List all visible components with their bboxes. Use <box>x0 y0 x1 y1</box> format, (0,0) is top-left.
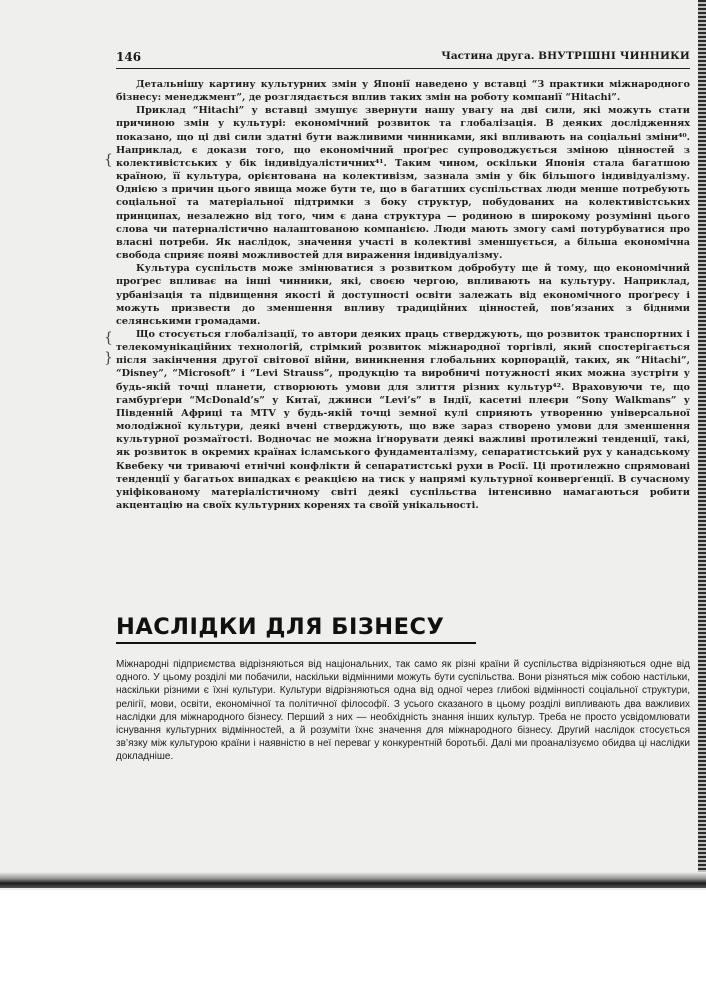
scan-bottom-edge <box>0 872 706 888</box>
margin-bracket: { <box>104 152 113 168</box>
paragraph: Що стосується глобалізації, то автори деяких праць стверджують, що розвиток транспортних і телекомунікаційних технологій, стрімкий розвиток міжнародної торгівлі, який спостерігається після закінчення другої світової війни, виникнення глобальних корпорацій, таких, як “Hitachi”, “Disney”, “Microsoft” і “Levi Strauss”, продукцію та виробничі потужності яких можна зустріти у будь-якій точці планети, створюють умови для злиття різних культур⁴². Враховуючи те, що гамбурґери “McDonald’s” у Китаї, джинси “Levi’s” в Індії, касетні плеєри “Sony Walkmans” у Південній Африці та MTV у будь-якій точці земної кулі сприяють утворенню універсальної молодіжної культури, деякі вчені стверджують, що вже зараз створено умови для зменшення культурної розмаїтості. Водночас не можна іґнорувати деякі важливі протилежні тенденції, такі, як розвиток в окремих країнах ісламського фундаменталізму, сепаратистський рух у канадському Квебеку чи триваючі етнічні конфлікти й сепаратистські рухи в Росії. Ці протилежно спрямовані тенденції у багатьох випадках є реакцією на тиск у напрямі культурної конверґенції. В сучасному уніфікованому матеріалістичному світі деякі суспільства інтенсивно намагаються робити акцентацію на своїх культурних коренях та своїй унікальності. <box>116 328 690 511</box>
section-heading: НАСЛІДКИ ДЛЯ БІЗНЕСУ <box>116 614 476 644</box>
section-paragraph: Міжнародні підприємства відрізняються від національних, так само як різні країни й суспільства відрізняються одне від одного. У цьому розділі ми побачили, наскільки відмінними можуть бути суспільства. Вони різняться між собою настільки, наскільки різними є їхні культури. Культури відрізняються одна від одної через глибокі відмінності соціальної структури, релігії, мови, освіти, економічної та політичної філософії. З усього сказаного в цьому розділі випливають два важливих наслідки для міжнародного бізнесу. Перший з них — необхідність знання інших культур. Треба не просто усвідомлювати існування культурних відмінностей, а й розуміти їхнє значення для міжнародного бізнесу. Другий наслідок стосується зв’язку між культурою країни і наявністю в неї переваг у конкурентній боротьбі. Далі ми проаналізуємо обидва ці наслідки докладніше. <box>116 659 690 763</box>
margin-bracket: } <box>104 350 113 366</box>
margin-bracket: { <box>104 330 113 346</box>
page-header <box>116 50 690 69</box>
part-title: ВНУТРІШНІ ЧИННИКИ <box>538 50 690 62</box>
paragraph: Приклад “Hitachi” у вставці змушує звернути нашу увагу на дві сили, які можуть стати причиною змін у культурі: економічний розвиток та глобалізація. В деяких дослідженнях показано, що ці дві сили здатні бути важливими чинниками, які впливають на соціальні зміни⁴⁰. Наприклад, є докази того, що економічний проґрес супроводжується зміною цінностей з колективістських у бік індивідуалістичних⁴¹. Таким чином, оскільки Японія стала багатшою країною, її культура, орієнтована на колективізм, зазнала змін у бік більшого індивідуалізму. Однією з причин цього явища може бути те, що в багатших суспільствах люди менше потребують соціальної та матеріальної підтримки з боку структур, побудованих на колективістських принципах, незалежно від того, чим є дана структура — родиною в широкому розумінні цього слова чи патерналістично налаштованою компанією. Люди мають змогу самі потурбуватися про власні потреби. Як наслідок, значення участі в колективі зменшується, а більша економічна свобода сприяє появі можливостей для вираження індивідуалізму. <box>116 105 690 262</box>
paragraph: Культура суспільств може змінюватися з розвитком добробуту ще й тому, що економічний проґрес впливає на інші чинники, які, своєю чергою, впливають на культуру. Наприклад, урбанізація та підвищення якості й доступності освіти залежать від економічного проґресу і можуть призвести до зменшення впливу традиційних цінностей, пов’язаних з бідними селянськими громадами. <box>116 263 690 327</box>
part-label: Частина друга. <box>441 50 535 62</box>
running-head <box>441 50 690 62</box>
scan-right-edge <box>698 0 706 880</box>
body-text <box>116 78 690 512</box>
page-bottom-margin <box>0 890 706 999</box>
paragraph: Детальнішу картину культурних змін у Японії наведено у вставці “З практики міжнародного бізнесу: менеджмент”, де розглядається вплив таких змін на роботу компанії “Hitachi”. <box>116 79 690 104</box>
page-number: 146 <box>116 50 142 64</box>
